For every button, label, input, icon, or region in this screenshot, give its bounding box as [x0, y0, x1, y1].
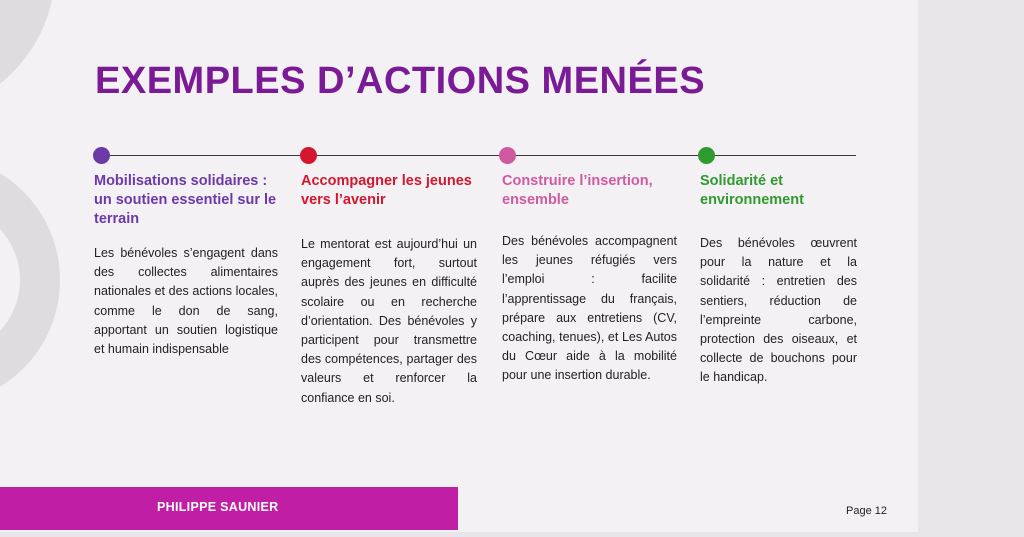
action-column-environnement	[700, 172, 857, 388]
action-column-jeunes	[301, 172, 477, 408]
column-heading: Solidarité et environnement	[700, 173, 804, 208]
column-text: Le mentorat est aujourd’hui un engagement fort, surtout auprès des jeunes en difficulté scolaire ou en recherche d’orientation. Des bénévoles y participent pour transmettre des compétences, partager des valeurs et renforcer la confiance en soi.	[301, 237, 477, 405]
column-heading: Construire l’insertion, ensemble	[502, 173, 653, 208]
column-heading: Mobilisations solidaires : un soutien essentiel sur le terrain	[94, 173, 277, 227]
page-number: Page 12	[846, 505, 887, 517]
column-heading: Accompagner les jeunes vers l’avenir	[301, 173, 472, 208]
timeline-dot-pink	[499, 147, 516, 164]
timeline-dot-purple	[93, 147, 110, 164]
timeline-dot-red	[300, 147, 317, 164]
column-text: Les bénévoles s’engagent dans des collectes alimentaires nationales et des actions locales, comme le don de sang, apportant un soutien logistique et humain indispensable	[94, 246, 278, 357]
page-title: EXEMPLES D’ACTIONS MENÉES	[95, 60, 706, 102]
timeline-dot-green	[698, 147, 715, 164]
footer-author: PHILIPPE SAUNIER	[157, 500, 279, 514]
decorative-circle	[0, 0, 55, 115]
timeline-line	[101, 155, 856, 156]
action-column-insertion	[502, 172, 677, 386]
action-column-mobilisations	[94, 172, 278, 359]
column-text: Des bénévoles accompagnent les jeunes réfugiés vers l’emploi : facilite l’apprentissage du français, prépare aux entretiens (CV, coaching, tenues), et Les Autos du Cœur aide à la mobilité pour une insertion durable.	[502, 234, 677, 383]
column-text: Des bénévoles œuvrent pour la nature et la solidarité : entretien des sentiers, réduction de l’empreinte carbone, protection des oiseaux, et collecte de bouchons pour le handicap.	[700, 236, 857, 385]
